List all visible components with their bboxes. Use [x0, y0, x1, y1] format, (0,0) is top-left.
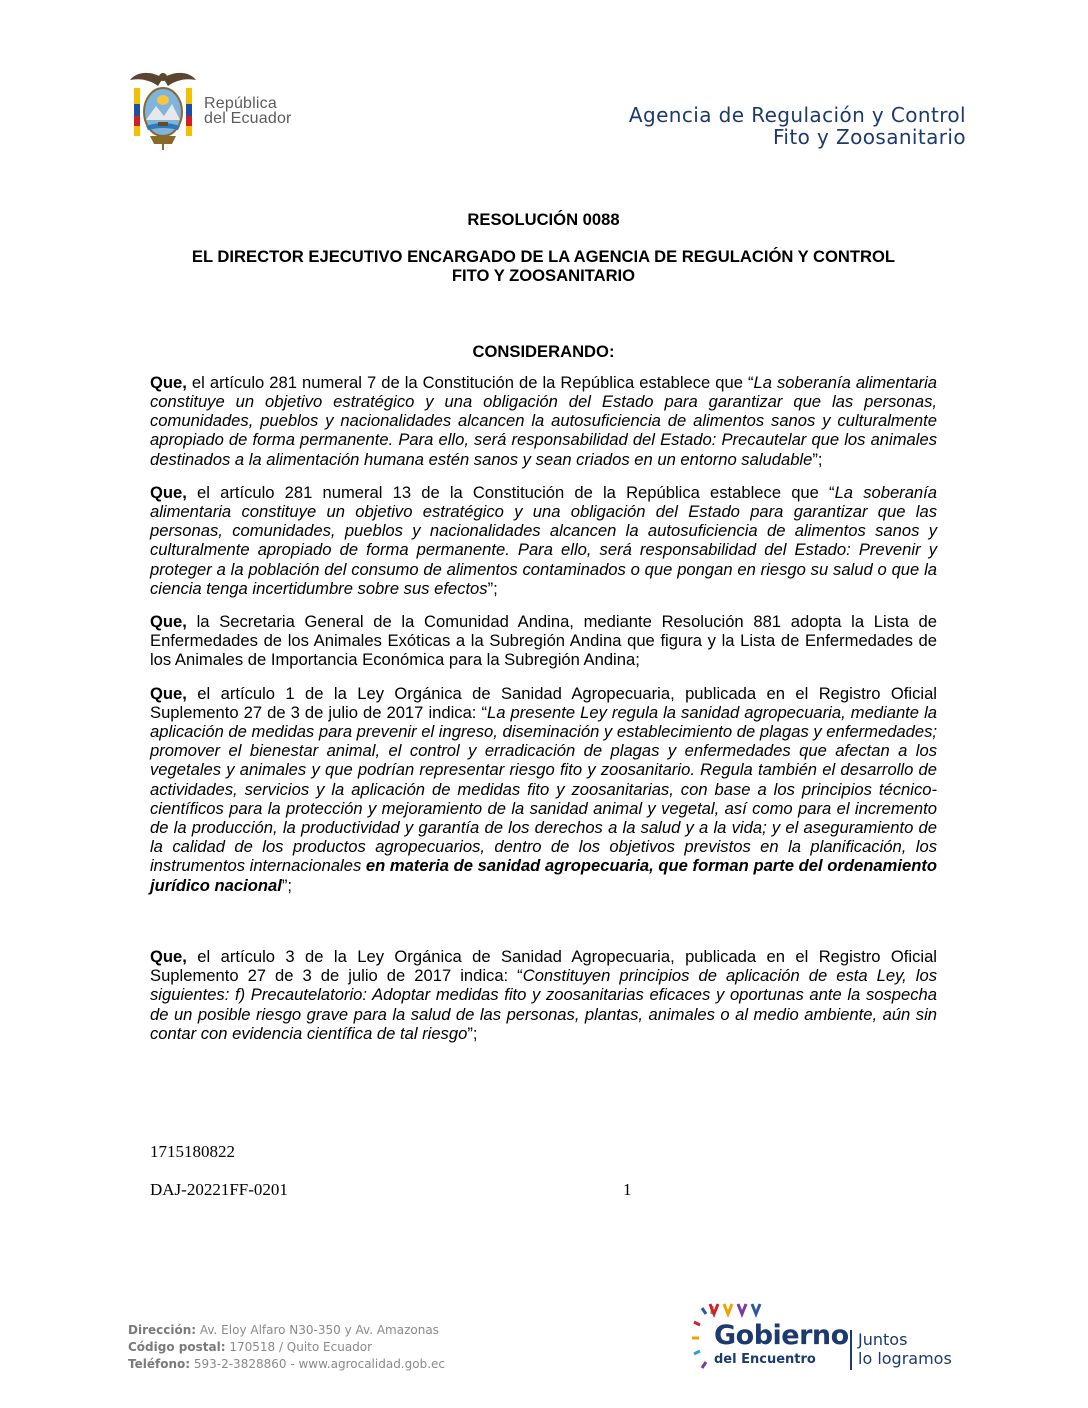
paragraph-text: el artículo 281 numeral 7 de la Constitución de la República establece que “: [186, 372, 754, 392]
paragraph-tail: ”;: [467, 1023, 478, 1043]
director-heading: [150, 247, 937, 285]
paragraph-text: la Secretaria General de la Comunidad Andina, mediante Resolución 881 adopta la Lista de Enfermedades de los Animales Exóticas a la Subregión Andina que figura y la Lista de Enfermedades de los Animales de Importancia Económica para la Subregión Andina;: [150, 612, 937, 670]
paragraph-quote: La soberanía alimentaria constituye un objetivo estratégico y una obligación del Estado para garantizar que las personas, comunidades, pueblos y nacionalidades alcancen la autosuficiencia de alimentos sanos y culturalmente apropiado de forma permanente. Para ello, será responsabilidad del Estado: Prevenir y proteger a la población del consumo de alimentos contaminados o que pongan en riesgo su salud o que la ciencia tenga incertidumbre sobre sus efectos: [150, 482, 937, 598]
paragraph-lead: Que,: [150, 612, 187, 632]
paragraph-text: el artículo 3 de la Ley Orgánica de Sanidad Agropecuaria, publicada en el Registro Oficial Suplemento 27 de 3 de julio de 2017 indica: “: [150, 946, 937, 986]
director-line1: EL DIRECTOR EJECUTIVO ENCARGADO DE LA AGENCIA DE REGULACIÓN Y CONTROL: [191, 247, 896, 267]
paragraph-tail: ”;: [812, 449, 823, 469]
postal-line: [128, 1339, 445, 1356]
address-value: Av. Eloy Alfaro N30-350 y Av. Amazonas: [196, 1323, 439, 1337]
paragraph-1: [150, 373, 937, 469]
address-label: Dirección:: [128, 1323, 197, 1337]
paragraph-3: [150, 612, 937, 670]
agency-line1: Agencia de Regulación y Control: [628, 103, 966, 127]
paragraph-quote: Constituyen principios de aplicación de esta Ley, los siguientes: f) Precautelatorio: Adoptar medidas fito y zoosanitarias eficaces y oportunas ante la sospecha de un posible riesgo grave para la salud de las personas, plantas, animales o al medio ambiente, aún sin contar con evidencia científica de tal riesgo: [150, 966, 937, 1043]
slogan-line2: lo logramos: [858, 1349, 952, 1368]
phone-line: [128, 1356, 445, 1373]
considerando-heading: CONSIDERANDO:: [472, 341, 615, 361]
paragraph-4: [150, 684, 937, 895]
paragraph-lead: Que,: [150, 946, 187, 966]
republic-line1: República: [204, 95, 277, 112]
paragraph-quote-bold: en materia de sanidad agropecuaria, que forman parte del ordenamiento jurídico nacional: [150, 856, 937, 895]
paragraph-lead: Que,: [150, 372, 187, 392]
paragraph-quote: La presente Ley regula la sanidad agropecuaria, mediante la aplicación de medidas para prevenir el ingreso, diseminación y establecimiento de plagas y enfermedades; promover el bienestar animal, el control y erradicación de plagas y enfermedades que afectan a los vegetales y animales y que podrían representar riesgo fito y zoosanitario. Regula también el desarrollo de actividades, servicios y la aplicación de medidas fito y zoosanitarias, con base a los principios técnico-científicos para la protección y mejoramiento de la sanidad animal y vegetal, así como para el incremento de la producción, la productividad y garantía de los derechos a la salud y a la vida; y el aseguramiento de la calidad de los productos agropecuarios, dentro de los objetivos previstos en la planificación, los instrumentos internacionales: [150, 702, 937, 876]
gobierno-slogan: [858, 1330, 952, 1368]
paragraph-lead: Que,: [150, 683, 187, 703]
agency-line2: Fito y Zoosanitario: [772, 125, 966, 149]
phone-value: 593-2-3828860 - www.agrocalidad.gob.ec: [190, 1357, 445, 1371]
paragraph-tail: ”;: [487, 578, 498, 598]
gobierno-subtitle: del Encuentro: [714, 1352, 816, 1367]
paragraph-lead: Que,: [150, 482, 187, 502]
coat-of-arms-icon: [128, 64, 198, 152]
paragraph-text: el artículo 1 de la Ley Orgánica de Sanidad Agropecuaria, publicada en el Registro Oficial Suplemento 27 de 3 de julio de 2017 indica: “: [150, 683, 937, 722]
resolution-title: RESOLUCIÓN 0088: [467, 210, 620, 229]
paragraph-quote: La soberanía alimentaria constituye un objetivo estratégico y una obligación del Estado para garantizar que las personas, comunidades, pueblos y nacionalidades alcancen la autosuficiencia de alimentos sanos y culturalmente apropiado de forma permanente. Para ello, será responsabilidad del Estado: Precautelar que los animales destinados a la alimentación humana estén sanos y sean criados en un entorno saludable: [150, 372, 937, 469]
republic-logo: [128, 64, 328, 154]
page-number: 1: [623, 1180, 632, 1199]
republic-name: [204, 96, 292, 126]
signer-id: 1715180822: [150, 1142, 235, 1161]
gobierno-top-rays-icon: [708, 1302, 768, 1322]
address-line: [128, 1322, 445, 1339]
republic-line2: del Ecuador: [204, 110, 292, 127]
gobierno-separator: [850, 1330, 852, 1370]
paragraph-text: el artículo 281 numeral 13 de la Constitución de la República establece que “: [186, 482, 835, 502]
gobierno-logo: [690, 1300, 970, 1380]
document-body: [150, 210, 937, 1057]
paragraph-tail: ”;: [281, 875, 292, 895]
paragraph-2: [150, 483, 937, 598]
document-code: DAJ-20221FF-0201: [150, 1180, 288, 1199]
phone-label: Teléfono:: [128, 1357, 191, 1371]
slogan-line1: Juntos: [858, 1330, 908, 1349]
postal-value: 170518 / Quito Ecuador: [225, 1340, 373, 1354]
paragraph-5: [150, 947, 937, 1043]
footer-address: [128, 1322, 445, 1373]
postal-label: Código postal:: [128, 1340, 226, 1354]
agency-name: [629, 104, 966, 148]
gobierno-title: Gobierno: [714, 1320, 849, 1351]
director-line2: FITO Y ZOOSANITARIO: [451, 266, 636, 286]
